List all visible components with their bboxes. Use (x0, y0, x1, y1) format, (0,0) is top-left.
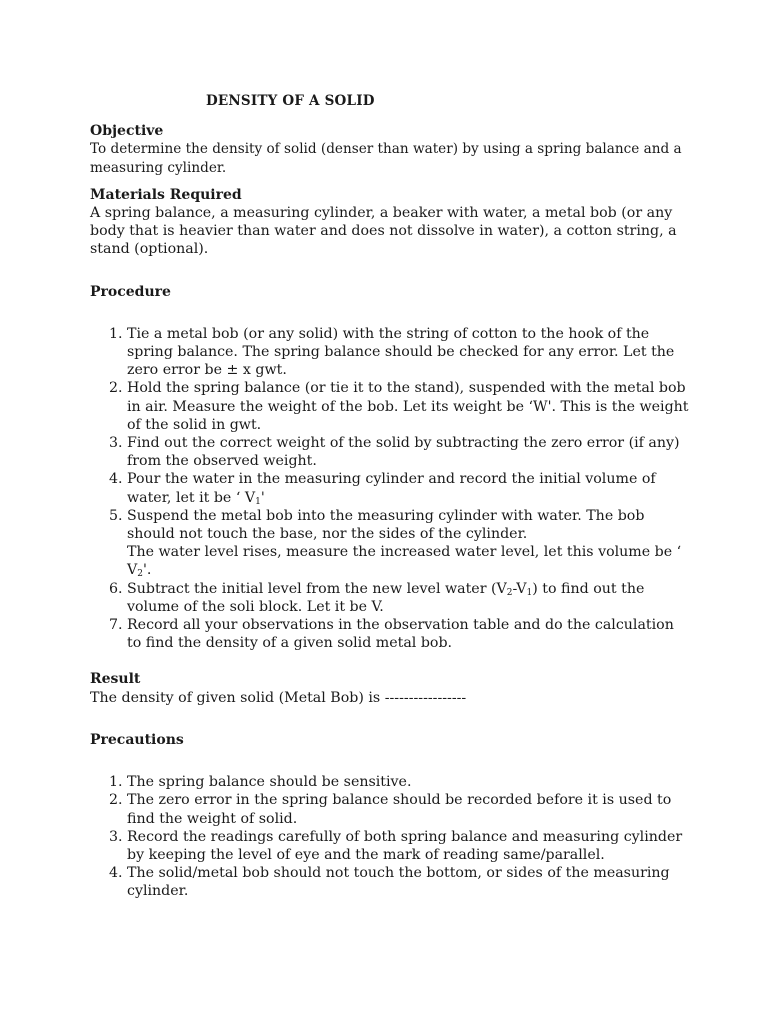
procedure-step: 4. Pour the water in the measuring cylinder and record the initial volume of water, let it be ‘ $V_1'$ (127, 470, 690, 506)
procedure-step: 6. Subtract the initial level from the new level water $(V_2-V_1)$ to find out the volume of the soli block. Let it be V. (127, 580, 690, 616)
procedure-step: 2. Hold the spring balance (or tie it to the stand), suspended with the metal bob in air. Measure the weight of the bob. Let its weight be ‘W'. This is the weight of the solid in gwt. (127, 379, 690, 434)
precaution-item: 4. The solid/metal bob should not touch the bottom, or sides of the measuring cylinder. (127, 864, 690, 900)
precaution-item: 3. Record the readings carefully of both spring balance and measuring cylinder by keeping the level of eye and the mark of reading same/parallel. (127, 828, 690, 864)
procedure-step: 3. Find out the correct weight of the solid by subtracting the zero error (if any) from the observed weight. (127, 434, 690, 470)
procedure-step: 1. Tie a metal bob (or any solid) with the string of cotton to the hook of the spring balance. The spring balance should be checked for any error. Let the zero error be ± x gwt. (127, 325, 690, 380)
precautions-list (90, 773, 690, 900)
result-heading: Result (90, 671, 141, 688)
objective-section (90, 122, 690, 177)
precautions-heading: Precautions (90, 731, 184, 748)
document-title: DENSITY OF A SOLID (206, 93, 375, 109)
materials-text: A spring balance, a measuring cylinder, a beaker with water, a metal bob (or any body that is heavier than water and does not dissolve in water), a cotton string, a stand (optional). (90, 205, 677, 258)
objective-text: To determine the density of solid (denser than water) by using a spring balance and a measuring cylinder. (90, 141, 682, 176)
procedure-step: 7. Record all your observations in the observation table and do the calculation to find the density of a given solid metal bob. (127, 616, 690, 652)
materials-section (90, 186, 690, 259)
precaution-item: 1. The spring balance should be sensitive. (127, 773, 690, 791)
result-text: The density of given solid (Metal Bob) is ----------------- (90, 689, 467, 706)
procedure-heading: Procedure (90, 283, 171, 300)
document-page (90, 92, 690, 901)
result-section (90, 670, 690, 706)
materials-heading: Materials Required (90, 186, 242, 203)
procedure-step: 5. Suspend the metal bob into the measuring cylinder with water. The bob should not touch the base, nor the sides of the cylinder. The water level rises, measure the increased water level, let this volume be ‘ $V_2'$. (127, 507, 690, 580)
objective-heading: Objective (90, 123, 164, 140)
procedure-list (90, 325, 690, 653)
precaution-item: 2. The zero error in the spring balance should be recorded before it is used to find the weight of solid. (127, 791, 690, 827)
